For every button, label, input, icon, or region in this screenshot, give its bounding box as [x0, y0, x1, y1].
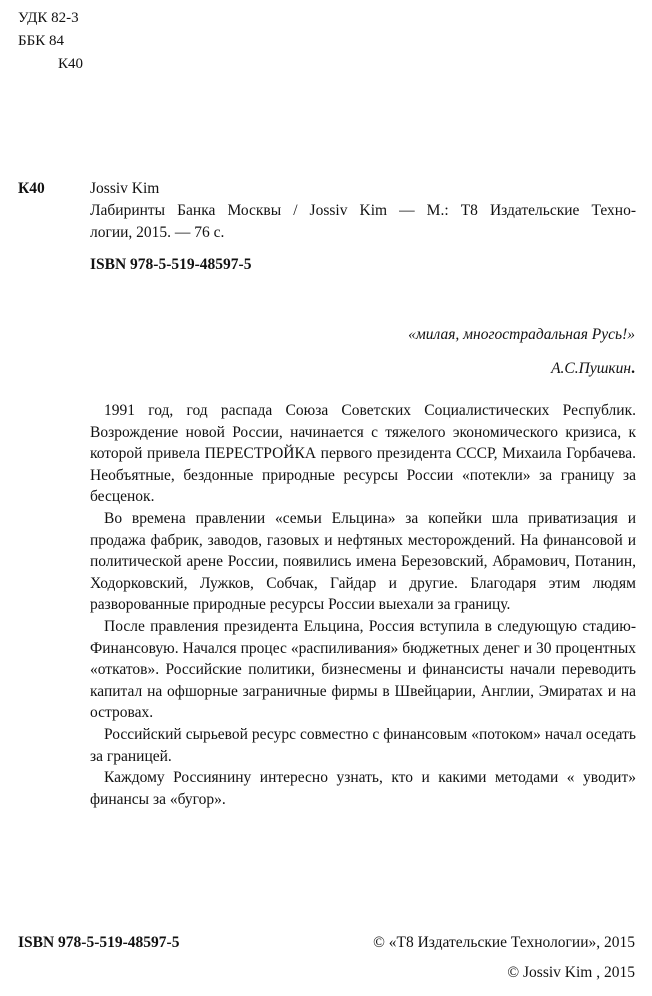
footer-isbn: ISBN 978-5-519-48597-5	[18, 934, 180, 951]
annotation-text	[90, 400, 636, 810]
udk-code: УДК 82-3	[18, 10, 79, 26]
catalog-code: К40	[18, 180, 45, 197]
catalog-isbn: ISBN 978-5-519-48597-5	[90, 256, 252, 273]
annotation-paragraph: 1991 год, год распада Союза Советских Социалистических Республик. Возрождение новой России, начинается с тяжелого экономического кризиса, к которой привела ПЕРЕСТРОЙКА первого президента СССР, Михаила Горбачева. Необъятные, бездонные природные ресурсы России «потекли» за границу за бесценок.	[90, 402, 636, 506]
author-mark: К40	[58, 56, 84, 72]
annotation-paragraph: После правления президента Ельцина, Россия вступила в следующую стадию-Финансовую. Начался процес «распиливания» бюджетных денег и 30 процентных «откатов». Российские политики, бизнесмены и финансисты начали переводить капитал на офшорные заграничные фирмы в Швейцарии, Англии, Эмиратах и на островах.	[90, 617, 636, 722]
catalog-author: Jossiv Kim	[90, 180, 160, 197]
epigraph-quote: «милая, многострадальная Русь!»	[408, 326, 635, 343]
epigraph-author-period: .	[631, 360, 635, 377]
author-copyright: © Jossiv Kim , 2015	[507, 964, 635, 981]
epigraph-author-name: А.С.Пушкин	[551, 360, 632, 377]
bbk-code: ББК 84	[18, 33, 64, 49]
epigraph-author	[551, 358, 635, 380]
annotation-paragraph: Каждому Россиянину интересно узнать, кто и какими методами « уводит» финансы за «бугор».	[90, 769, 636, 808]
annotation-paragraph: Российский сырьевой ресурс совместно с финансовым «потоком» начал оседать за границей.	[90, 725, 636, 765]
publisher-copyright: © «Т8 Издательские Технологии», 2015	[373, 934, 635, 951]
catalog-description-line-2: логии, 2015. — 76 с.	[90, 224, 225, 241]
catalog-entry	[90, 178, 636, 244]
annotation-paragraph: Во времена правлении «семьи Ельцина» за копейки шла приватизация и продажа фабрик, заводов, газовых и нефтяных месторождений. На финансовой и политической арене России, появились имена Березовский, Абрамович, Потанин, Ходорковский, Лужков, Собчак, Гайдар и другие. Благодаря этим людям разворованные природные ресурсы России выехали за границу.	[90, 509, 636, 614]
catalog-description-line-1: Лабиринты Банка Москвы / Jossiv Kim — М.: Т8 Издательские Техно-	[90, 202, 636, 219]
